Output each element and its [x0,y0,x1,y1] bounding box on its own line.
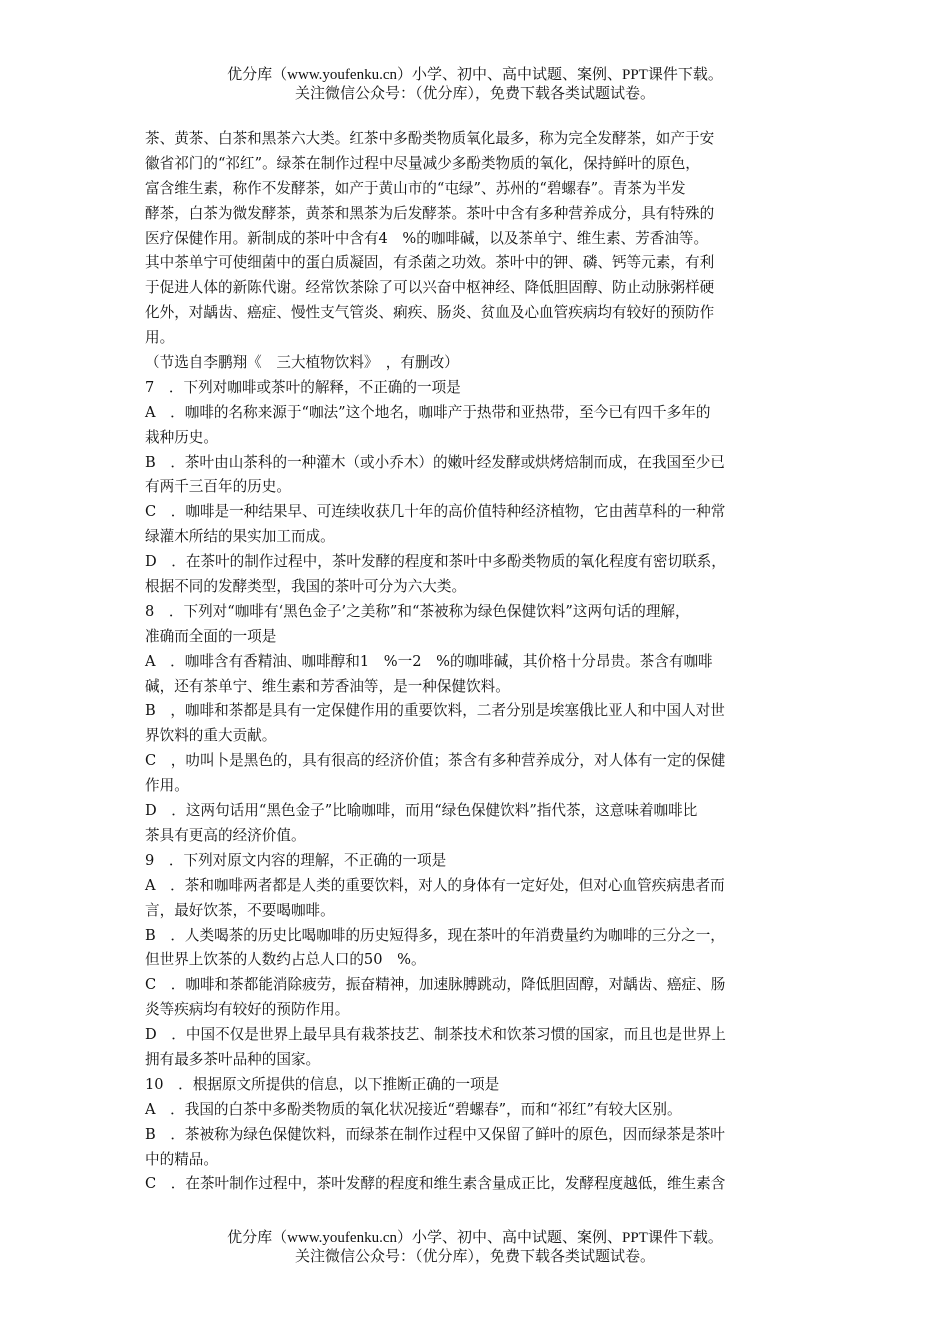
text-line: 其中茶单宁可使细菌中的蛋白质凝固，有杀菌之功效。茶叶中的钾、磷、钙等元素，有利 [145,254,715,272]
text-line: B ，咖啡和茶都是具有一定保健作用的重要饮料，二者分别是埃塞俄比亚人和中国人对世 [145,702,725,720]
text-line: B ．人类喝茶的历史比喝咖啡的历史短得多，现在茶叶的年消费量约为咖啡的三分之一， [145,926,725,944]
text-line: 7 ．下列对咖啡或茶叶的解释，不正确的一项是 [145,378,461,396]
text-line: 10 ．根据原文所提供的信息，以下推断正确的一项是 [145,1075,500,1093]
text-line: 茶、黄茶、白茶和黑茶六大类。红茶中多酚类物质氧化最多，称为完全发酵茶，如产于安 [145,130,715,147]
text-line: D ．在茶叶的制作过程中，茶叶发酵的程度和茶叶中多酚类物质的氧化程度有密切联系， [145,553,726,571]
text-line: 酵茶，白茶为微发酵茶，黄茶和黑茶为后发酵茶。茶叶中含有多种营养成分，具有特殊的 [145,204,715,222]
text-line: A ．咖啡含有香精油、咖啡醇和1 %一2 %的咖啡碱，其价格十分昂贵。茶含有咖啡 [145,652,713,670]
text-line: 作用。 [145,777,189,795]
header-line-2: 关注微信公众号：（优分库），免费下载各类试题试卷。 [294,86,655,102]
header-line-1: 优分库（www.youfenku.cn）小学、初中、高中试题、案例、PPT课件下载。 [227,67,723,83]
text-line: C ．咖啡和茶都能消除疲劳，振奋精神，加速脉膊跳动，降低胆固醇，对龋齿、癌症、肠 [145,976,726,994]
text-line: 富含维生素，称作不发酵茶，如产于黄山市的“屯绿”、苏州的“碧螺春”。青茶为半发 [145,179,686,197]
text-line: B ．茶被称为绿色保健饮料，而绿茶在制作过程中又保留了鲜叶的原色，因而绿茶是茶叶 [145,1125,725,1143]
text-line: 9 ．下列对原文内容的理解，不正确的一项是 [145,851,447,869]
text-line: A ．我国的白茶中多酚类物质的氧化状况接近“碧螺春”，而和“祁红”有较大区别。 [145,1100,682,1118]
text-line: 碱，还有茶单宁、维生素和芳香油等，是一种保健饮料。 [145,677,510,695]
text-line: 化外，对龋齿、癌症、慢性支气管炎、痢疾、肠炎、贫血及心血管疾病均有较好的预防作 [145,304,715,322]
text-line: 用。 [145,329,175,347]
text-line: 中的精品。 [145,1150,218,1168]
text-line: B ．茶叶由山茶科的一种灌木（或小乔木）的嫩叶经发酵或烘烤焙制而成，在我国至少已 [145,453,725,471]
text-line: A ．茶和咖啡两者都是人类的重要饮料，对人的身体有一定好处，但对心血管疾病患者而 [145,876,725,894]
text-line: C ．在茶叶制作过程中，茶叶发酵的程度和维生素含量成正比，发酵程度越低，维生素含 [145,1175,726,1193]
page-header [0,66,950,104]
footer-line-1: 优分库（www.youfenku.cn）小学、初中、高中试题、案例、PPT课件下载。 [227,1230,723,1246]
text-line: 根据不同的发酵类型，我国的茶叶可分为六大类。 [145,578,467,596]
text-line: 栽种历史。 [145,428,218,446]
text-line: 医疗保健作用。新制成的茶叶中含有4 %的咖啡碱，以及茶单宁、维生素、芳香油等。 [145,229,709,247]
text-line: 徽省祁门的“祁红”。绿茶在制作过程中尽量减少多酚类物质的氧化，保持鲜叶的原色， [145,154,700,172]
text-line: 有两千三百年的历史。 [145,478,291,496]
text-line: 茶具有更高的经济价值。 [145,826,306,844]
page-footer [0,1229,950,1267]
footer-line-2: 关注微信公众号：（优分库），免费下载各类试题试卷。 [294,1249,655,1265]
text-line: 言，最好饮茶，不要喝咖啡。 [145,901,335,919]
text-line: 界饮料的重大贡献。 [145,727,277,745]
text-line: 8 ．下列对“咖啡有‘黑色金子’之美称”和“茶被称为绿色保健饮料”这两句话的理解， [145,602,690,620]
text-line: 炎等疾病均有较好的预防作用。 [145,1001,350,1019]
text-line: 绿灌木所结的果实加工而成。 [145,528,335,546]
body-text [145,127,810,1197]
text-line: 准确而全面的一项是 [145,627,277,645]
text-line: 于促进人体的新陈代谢。经常饮茶除了可以兴奋中枢神经、降低胆固醇、防止动脉粥样硬 [145,279,715,297]
text-line: C ，叻叫卜是黑色的，具有很高的经济价值；茶含有多种营养成分，对人体有一定的保健 [145,752,726,770]
text-line: D ．这两句话用“黑色金子”比喻咖啡，而用“绿色保健饮料”指代茶，这意味着咖啡比 [145,802,698,820]
text-line: A ．咖啡的名称来源于“咖法”这个地名，咖啡产于热带和亚热带，至今已有四千多年的 [145,403,711,421]
text-line: 拥有最多茶叶品种的国家。 [145,1050,321,1068]
text-line: D ．中国不仅是世界上最早具有栽茶技艺、制茶技术和饮茶习惯的国家，而且也是世界上 [145,1026,726,1044]
text-line: C ．咖啡是一种结果早、可连续收获几十年的高价值特种经济植物，它由茜草科的一种常 [145,503,726,521]
text-line: （节选自李鹏翔《 三大植物饮料》 ，有删改） [145,354,459,372]
text-line: 但世界上饮茶的人数约占总人口的50 %。 [145,951,426,969]
